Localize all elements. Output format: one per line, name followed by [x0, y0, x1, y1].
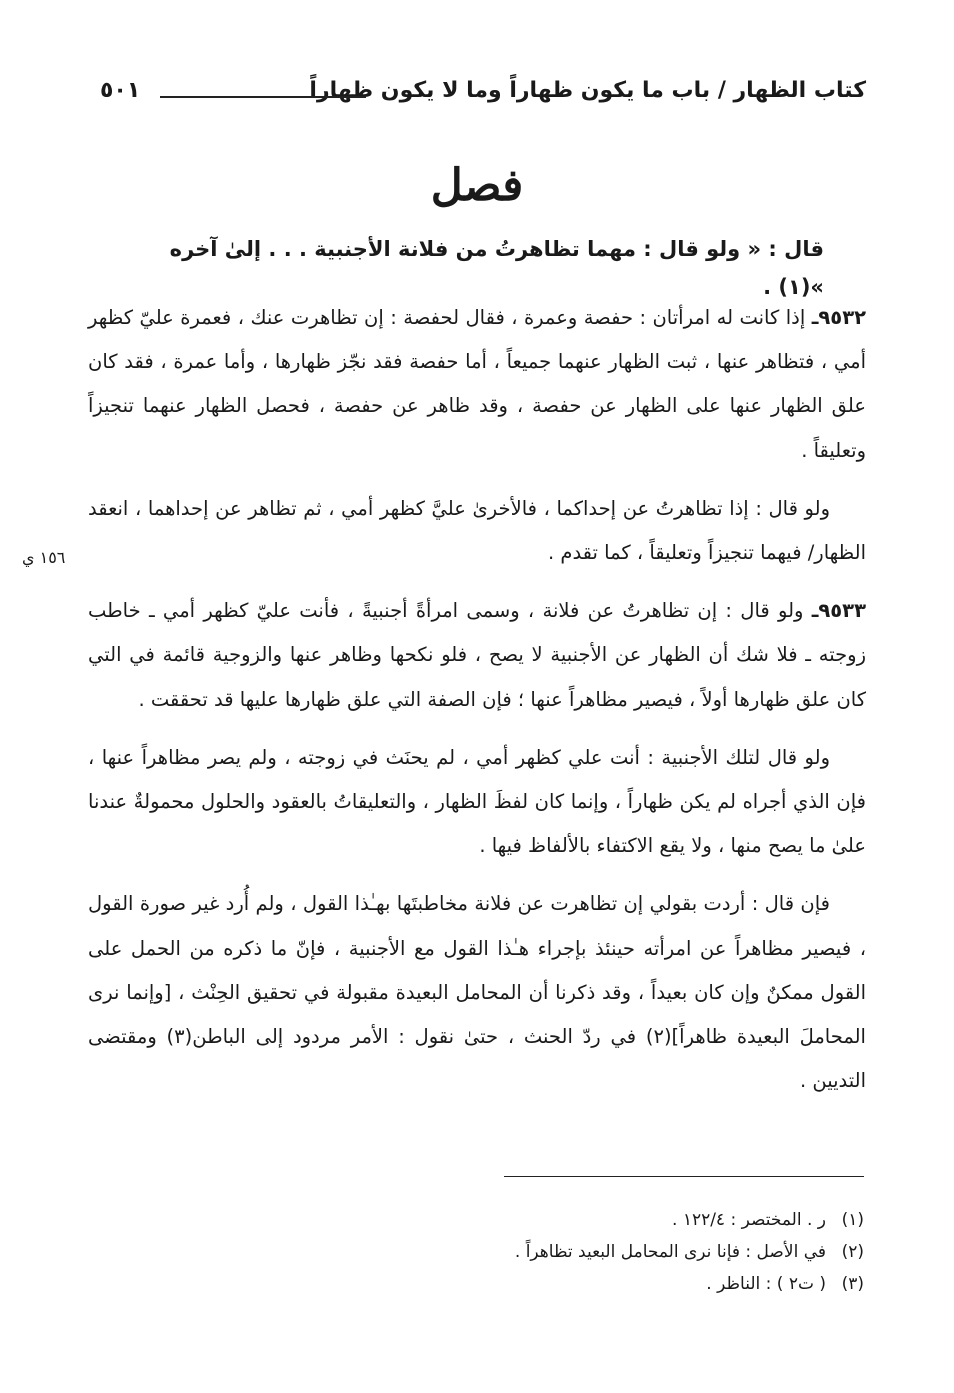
page-number: ٥٠١ [100, 78, 141, 103]
paragraph-text: ولو قال : إن تظاهرتُ عن فلانة ، وسمى امرأةً أجنبيةً ، فأنت عليّ كظهر أمي ـ خاطب زوجته ـ فلا شك أن الظهار عن الأجنبية لا يصح ، فلو نكحها وظاهر عنها والزوجية قائمة في التي كان علق ظهارها أولاً ، فيصير مظاهراً عنها ؛ فإن الصفة التي علق ظهارها عليها قد تحققت . [88, 599, 866, 711]
paragraph-text: فإن قال : أردت بقولي إن تظاهرت عن فلانة مخاطبتَها بهـٰذا القول ، ولم أُرد غير صورة القول ، فيصير مظاهراً عن امرأته حينئذ بإجراء هـٰذا القول مع الأجنبية ، فإنّ ما ذكره من الحمل على القول ممكنٌ وإن كان بعيداً ، وقد ذكرنا أن المحامل البعيدة مقبولة في تحقيق الحِنْث ، [وإنما نرى المحاملَ البعيدة ظاهراً](٢) في ردّ الحنث ، حتىٰ نقول : الأمر مردود إلى الباطن(٣) ومقتضى التديين . [88, 892, 866, 1093]
page-header [100, 78, 866, 118]
header-rule [160, 96, 366, 98]
body-text [88, 296, 866, 1117]
footnote [200, 1268, 864, 1300]
paragraph-text: ولو قال : إذا تظاهرتُ عن إحداكما ، فالأخرىٰ عليَّ كظهر أمي ، ثم تظاهر عن إحداهما ، انعقد الظهار/ فيهما تنجيزاً وتعليقاً ، كما تقدم . [88, 496, 866, 565]
footnote [200, 1204, 864, 1236]
paragraph-text: إذا كانت له امرأتان : حفصة وعمرة ، فقال لحفصة : إن تظاهرت عنك ، فعمرة عليّ كظهر أمي ، فتظاهر عنها ، ثبت الظهار عنهما جميعاً ، أما حفصة فقد نجّز ظهارها ، وأما عمرة ، فقد كان علق الظهار عنها على الظهار عن حفصة ، وقد ظاهر عن حفصة ، فحصل الظهار عنهما تنجيزاً وتعليقاً . [88, 306, 866, 462]
issue-number: ٩٥٣٣ـ [811, 599, 866, 623]
footnote-number: (١) [841, 1210, 864, 1230]
footnote-text: في الأصل : فإنا نرى المحامل البعيد تظاهراً . [514, 1242, 826, 1262]
footnote-text: ( ت٢ ) : الناظر . [706, 1274, 826, 1294]
running-title: كتاب الظهار / باب ما يكون ظهاراً وما لا يكون ظهاراً [309, 78, 866, 103]
paragraph [88, 882, 866, 1103]
footnote [200, 1236, 864, 1268]
footnote-number: (٣) [841, 1274, 864, 1294]
footnote-number: (٢) [841, 1242, 864, 1262]
paragraph-text: ولو قال لتلك الأجنبية : أنت علي كظهر أمي ، لم يحنَث في زوجته ، ولم يصر مظاهراً عنها ، فإن الذي أجراه لم يكن ظهاراً ، وإنما كان لفظَ الظهار ، والتعليقاتُ بالعقود والحلول محمولةٌ عندنا علىٰ ما يصح منها ، ولا يقع الاكتفاء بالألفاظ فيها . [88, 745, 866, 858]
footnotes [200, 1204, 864, 1300]
margin-folio-note: ١٥٦ ي [22, 548, 66, 567]
section-heading: فصل [430, 160, 524, 211]
footnote-text: ر . المختصر : ١٢٢/٤ . [672, 1210, 826, 1230]
paragraph [88, 296, 866, 473]
footnote-rule [504, 1176, 864, 1177]
lead-statement: قال : « ولو قال : مهما تظاهرتُ من فلانة الأجنبية . . . إلىٰ آخره »(١) . [169, 237, 824, 299]
paragraph [88, 487, 866, 575]
issue-number: ٩٥٣٢ـ [811, 306, 866, 329]
paragraph [88, 736, 866, 869]
paragraph [88, 589, 866, 722]
